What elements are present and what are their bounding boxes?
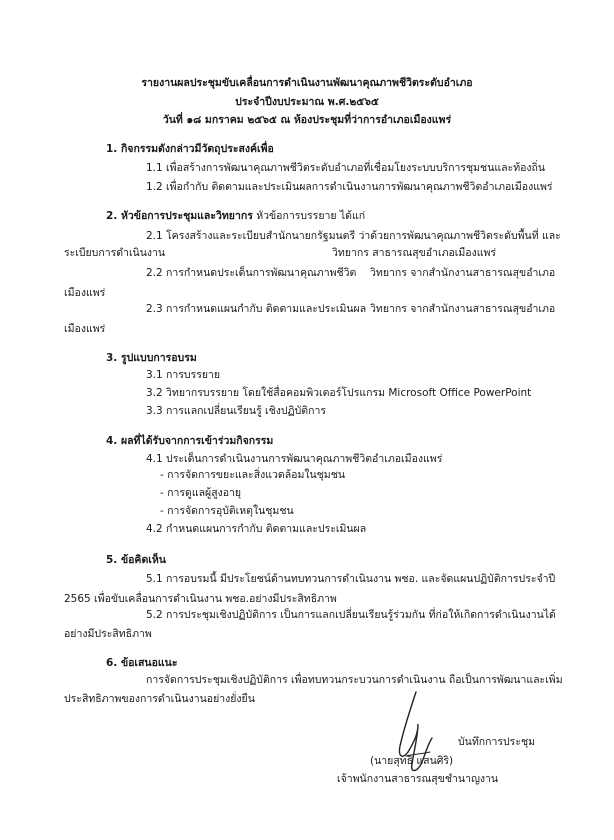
section2-item2-a: 2.2 การกำหนดประเด็นการพัฒนาคุณภาพชีวิต (146, 267, 357, 279)
section5-item2-b: อย่างมีประสิทธิภาพ (64, 628, 152, 640)
section6-heading: 6. ข้อเสนอแนะ (106, 657, 178, 669)
section2-item3-b: วิทยากร จากสำนักงานสาธารณสุขอำเภอ (370, 303, 556, 315)
section2-heading-tail: หัวข้อการบรรยาย ได้แก่ (256, 210, 366, 222)
section1-heading: 1. กิจกรรมดังกล่าวมีวัตถุประสงค์เพื่อ (106, 143, 274, 155)
section2-item2-c: เมืองแพร่ (64, 287, 106, 299)
section5-item1-a: 5.1 การอบรมนี้ มีประโยชน์ด้านทบทวนการดำเนินงาน พชอ. และจัดแผนปฏิบัติการประจำปี (146, 573, 556, 585)
section5-item1-b: 2565 เพื่อขับเคลื่อนการดำเนินงาน พชอ.อย่างมีประสิทธิภาพ (64, 593, 337, 605)
section5-heading: 5. ข้อคิดเห็น (106, 554, 166, 566)
section2-item1-b: ระเบียบการดำเนินงาน (64, 247, 166, 259)
section4-bullet3: - การจัดการอุบัติเหตุในชุมชน (160, 505, 294, 517)
section3-item2: 3.2 วิทยากรบรรยาย โดยใช้สื่อคอมพิวเตอร์โปรแกรม Microsoft Office PowerPoint (146, 387, 532, 399)
section2-heading: 2. หัวข้อการประชุมและวิทยากร (106, 210, 253, 222)
section1-item1: 1.1 เพื่อสร้างการพัฒนาคุณภาพชีวิตระดับอำเภอที่เชื่อมโยงระบบบริการชุมชนและท้องถิ่น (146, 162, 546, 174)
section3-heading: 3. รูปแบบการอบรม (106, 352, 197, 364)
report-title-line3: วันที่ ๑๘ มกราคม ๒๕๖๕ ณ ห้องประชุมที่ว่าการอำเภอเมืองแพร่ (162, 114, 452, 126)
section5-item2-a: 5.2 การประชุมเชิงปฏิบัติการ เป็นการแลกเปลี่ยนเรียนรู้ร่วมกัน ที่ก่อให้เกิดการดำเนินงานได้ (146, 609, 556, 621)
section3-item1: 3.1 การบรรยาย (146, 369, 221, 381)
section4-heading: 4. ผลที่ได้รับจากการเข้าร่วมกิจกรรม (106, 435, 274, 447)
section4-item1: 4.1 ประเด็นการดำเนินงานการพัฒนาคุณภาพชีวิตอำเภอเมืองแพร่ (146, 453, 443, 465)
section4-bullet2: - การดูแลผู้สูงอายุ (160, 487, 242, 499)
signer-position: เจ้าพนักงานสาธารณสุขชำนาญงาน (337, 773, 499, 785)
section1-item2: 1.2 เพื่อกำกับ ติดตามและประเมินผลการดำเนินงานการพัฒนาคุณภาพชีวิตอำเภอเมืองแพร่ (146, 181, 553, 193)
section2-item2-b: วิทยากร จากสำนักงานสาธารณสุขอำเภอ (370, 267, 556, 279)
section2-item1-c: วิทยากร สาธารณสุขอำเภอเมืองแพร่ (332, 247, 497, 259)
section3-item3: 3.3 การแลกเปลี่ยนเรียนรู้ เชิงปฏิบัติการ (146, 405, 326, 417)
signer-name: (นายสุทธิ แสนศิริ) (370, 755, 454, 767)
report-title-line1: รายงานผลประชุมขับเคลื่อนการดำเนินงานพัฒนาคุณภาพชีวิตระดับอำเภอ (141, 77, 473, 89)
section6-paragraph-b: ประสิทธิภาพของการดำเนินงานอย่างยั่งยืน (64, 693, 255, 705)
section2-item3-a: 2.3 การกำหนดแผนกำกับ ติดตามและประเมินผล (146, 303, 367, 315)
recorder-label: บันทึกการประชุม (458, 736, 536, 748)
section2-item1-a: 2.1 โครงสร้างและระเบียบสำนักนายกรัฐมนตรี ว่าด้วยการพัฒนาคุณภาพชีวิตระดับพื้นที่ และ (146, 230, 561, 242)
section4-bullet1: - การจัดการขยะและสิ่งแวดล้อมในชุมชน (160, 469, 346, 481)
section4-item2: 4.2 กำหนดแผนการกำกับ ติดตามและประเมินผล (146, 523, 367, 535)
section2-item3-c: เมืองแพร่ (64, 323, 106, 335)
report-title-line2: ประจำปีงบประมาณ พ.ศ.๒๕๖๕ (235, 96, 379, 108)
section2-heading-line (106, 209, 365, 223)
section6-paragraph-a: การจัดการประชุมเชิงปฏิบัติการ เพื่อทบทวนกระบวนการดำเนินงาน ถือเป็นการพัฒนาและเพิ่ม (146, 674, 563, 686)
